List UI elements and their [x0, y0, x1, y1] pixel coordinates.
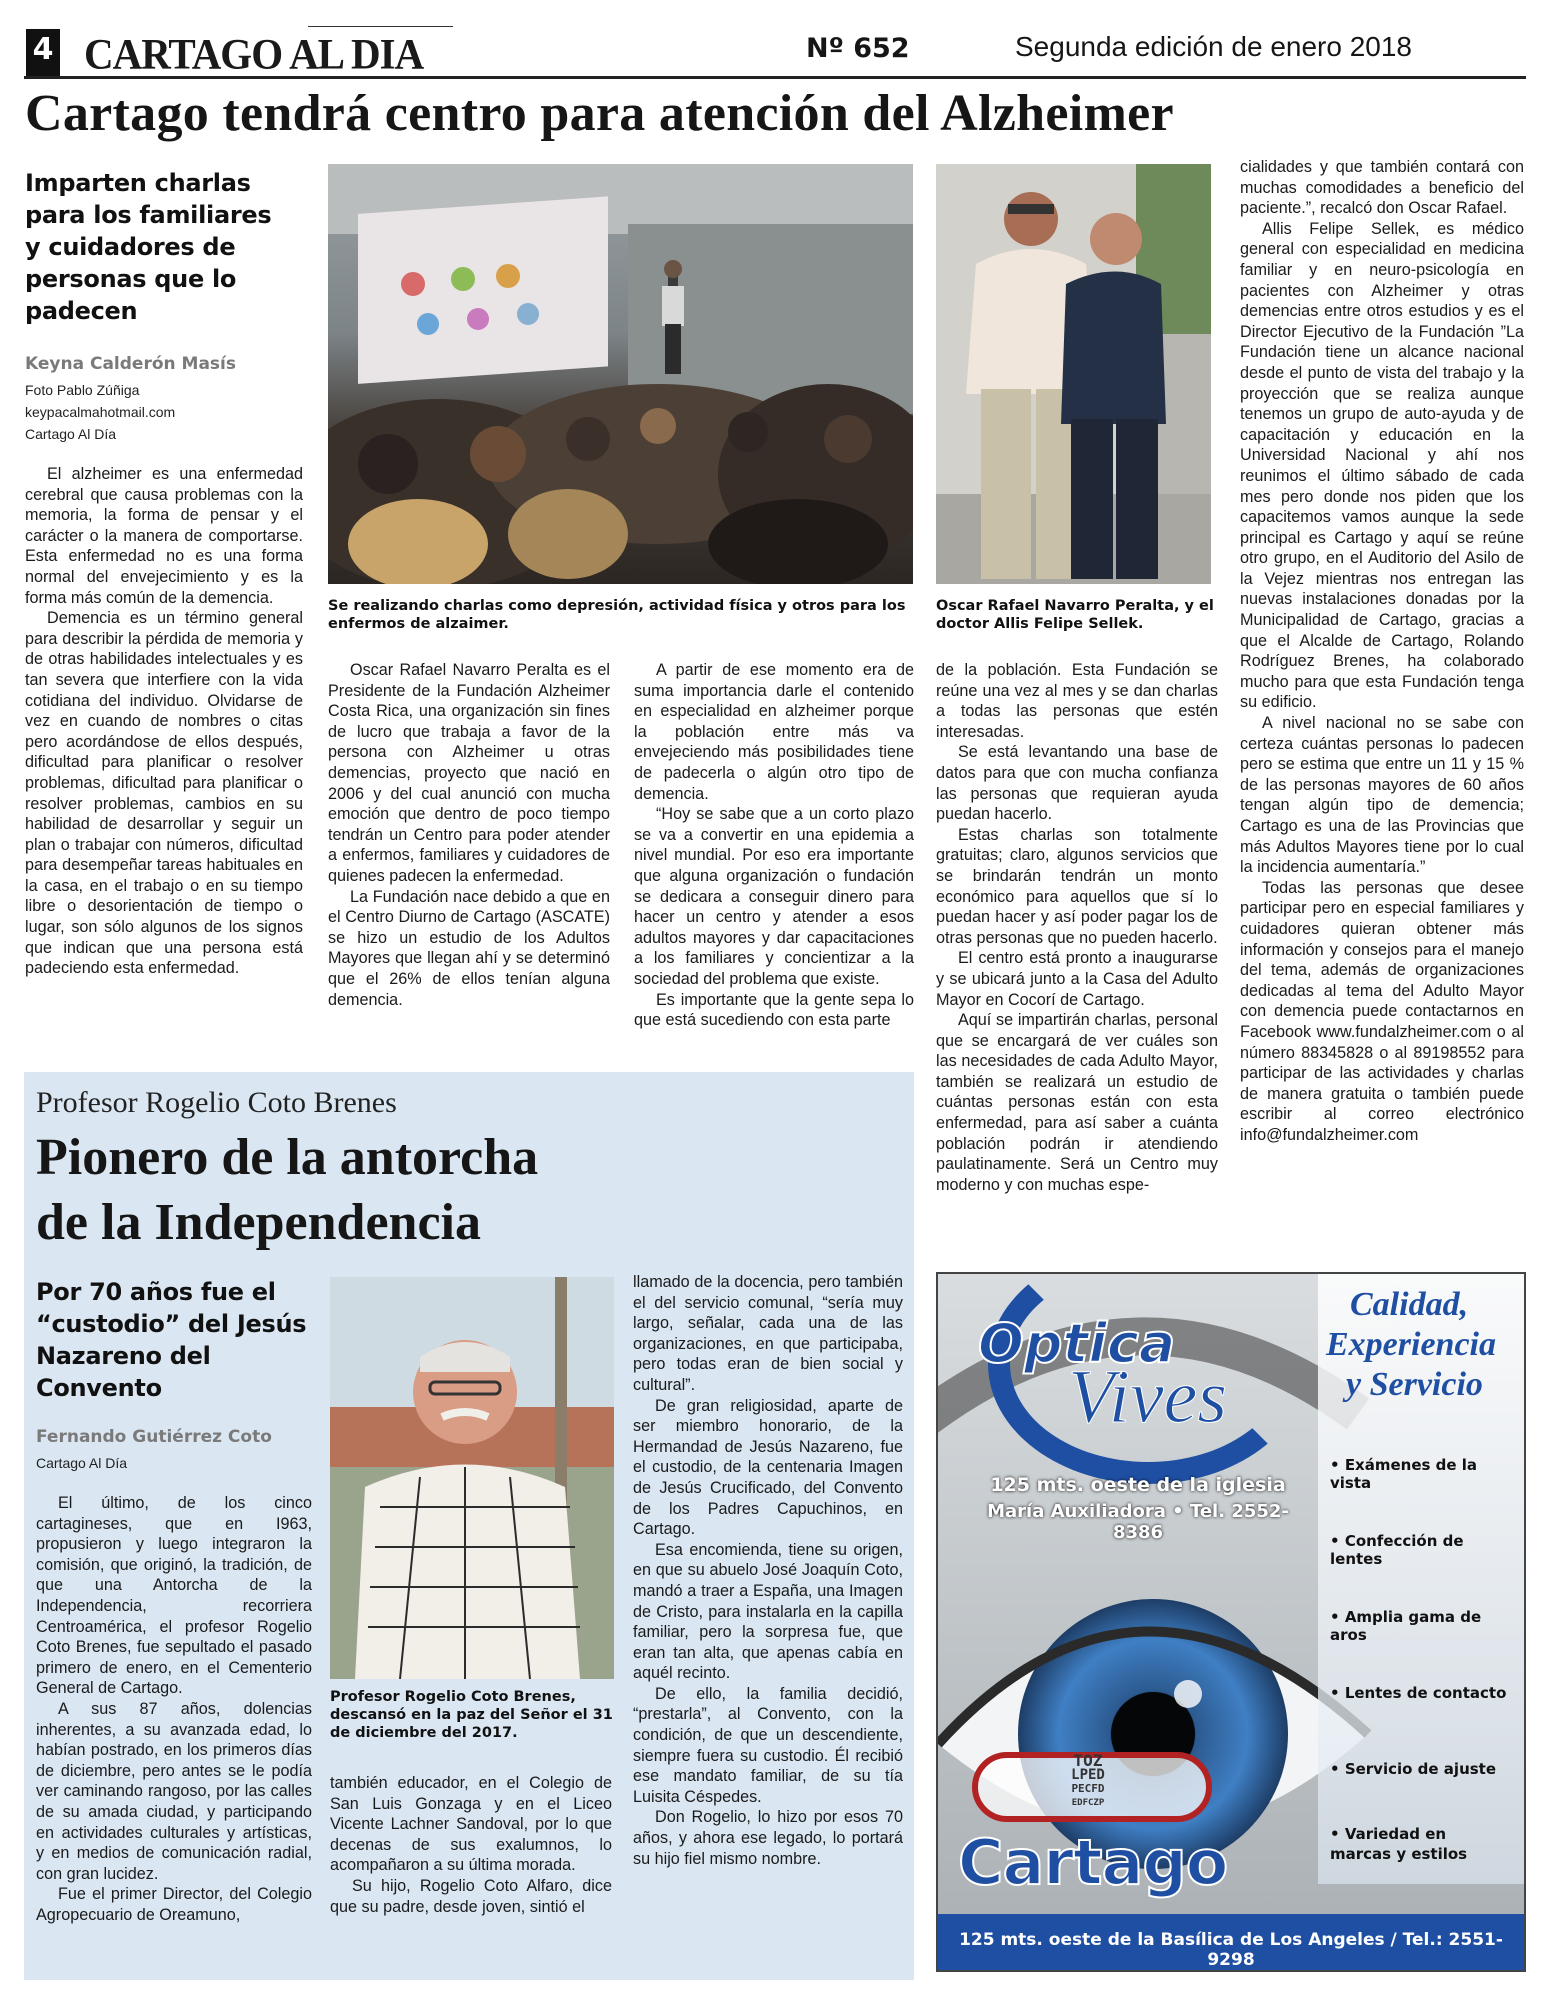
paragraph: “Hoy se sabe que a un corto plazo se va a convertir en una epidemia a nivel mundial. Por eso era importante que alguna organización o fundación se dedicara a conseguir dinero para hacer un centro y atender a esos adultos mayores y dar capacitaciones a los familiares y concientizar a la sociedad del problema que existe.: [634, 805, 914, 988]
service-label: Amplia gama de aros: [1330, 1608, 1482, 1644]
ad-footer-text: 125 mts. oeste de la Basílica de Los Angeles / Tel.: 2551-9298: [959, 1930, 1503, 1970]
professor-illustration: [330, 1277, 614, 1679]
paragraph: La Fundación nace debido a que en el Centro Diurno de Cartago (ASCATE) se hizo un estudio de los Adultos Mayores que llegan ahí y se determinó que el 26% de ellos tenían alguna demencia.: [328, 887, 610, 1009]
professor-photo: [330, 1277, 614, 1679]
eye-chart-line: LPED: [1071, 1767, 1105, 1783]
professor-caption: Profesor Rogelio Coto Brenes, descansó en la paz del Señor el 31 de diciembre del 2017.: [330, 1689, 613, 1741]
overline: Profesor Rogelio Coto Brenes: [36, 1086, 397, 1119]
service-item: • Amplia gama de aros: [1330, 1608, 1482, 1644]
service-label: Confección de lentes: [1330, 1532, 1464, 1568]
brand-optica: Optica: [978, 1312, 1176, 1375]
conference-photo: [328, 164, 913, 584]
paragraph: A sus 87 años, dolencias inherentes, a su avanzada edad, lo habían postrado, en los primeros días de diciembre, pero antes se le podía ver caminando rangoso, por las calles de su amada ciudad, y participando en actividades culturales y artísticas, y en medios de comunicación radial, con gran lucidez.: [36, 1699, 312, 1883]
service-item: • Servicio de ajuste: [1330, 1760, 1497, 1778]
paragraph: Se está levantando una base de datos para que con mucha confianza las personas que requieran ayuda puedan hacerlo.: [936, 743, 1218, 824]
paragraph: Esa encomienda, tiene su origen, en que su abuelo José Joaquín Coto, mandó a traer a España, una Imagen de Cristo, para instalarla en la capilla familiar, pero la sorpresa fue, que eran tan alta, que apenas cabía en aquél recinto.: [633, 1540, 903, 1683]
header-rule: [24, 76, 1526, 79]
eye-chart-line: EDFCZP: [1071, 1798, 1105, 1808]
paragraph: Su hijo, Rogelio Coto Alfaro, dice que su padre, desde joven, sintió el: [330, 1876, 612, 1916]
slogan-3: y Servicio: [1346, 1366, 1483, 1403]
city-label: Cartago: [958, 1826, 1228, 1899]
obituary-headline-1: Pionero de la antorcha: [36, 1129, 539, 1186]
article-column-5: [1240, 157, 1524, 1146]
paragraph: Allis Felipe Sellek, es médico general con especialidad en medicina familiar y en neuro-psicología en pacientes con Alzheimer y otras demencias entre otros estudios y es el Director Ejecutivo de la Fundación ”La Fundación tiene un alcance nacional desde el punto de vista del trabajo y la proyección que se realiza aunque tenemos un grupo de auto-ayuda y de capacitación y educación en la Universidad Nacional y ahí nos reunimos el último sábado de cada mes pero donde nos piden que los capacitemos vamos aunque la sede principal es Cartago y aquí se reúne otro grupo, en el Auditorio del Asilo de la Vejez mientras nos entregan las nuevas instalaciones donadas por la Municipalidad de Cartago, gracias a que el Alcalde de Cartago, Rolando Rodríguez Brenes, ha colaborado mucho para que esta Fundación tenga su edificio.: [1240, 219, 1524, 712]
obituary-column-3: [633, 1272, 903, 1869]
obituary-credit: Cartago Al Día: [36, 1455, 128, 1471]
conference-illustration: [328, 164, 913, 584]
article-column-2: [328, 660, 610, 1010]
edition-date: Segunda edición de enero 2018: [1015, 31, 1413, 62]
service-label: Variedad en marcas y estilos: [1330, 1825, 1468, 1863]
obituary-author: Fernando Gutiérrez Coto: [36, 1427, 272, 1447]
paragraph: El centro está pronto a inaugurarse y se ubicará junto a la Casa del Adulto Mayor en Cocorí de Cartago.: [936, 949, 1218, 1009]
service-item: • Lentes de contacto: [1330, 1684, 1507, 1702]
paragraph: El alzheimer es una enfermedad cerebral que causa problemas con la memoria, la forma de pensar y el carácter o la manera de comportarse. Esta enfermedad no es una forma normal del envejecimiento y es la forma más común de la demencia.: [25, 465, 303, 607]
obituary-column-2: [330, 1773, 612, 1917]
kicker: Imparten charlas para los familiares y cuidadores de personas que lo padecen: [25, 169, 272, 325]
portrait-caption: Oscar Rafael Navarro Peralta, y el doctor Allis Felipe Sellek.: [936, 598, 1214, 632]
paragraph: De gran religiosidad, aparte de ser miembro honorario, de la Hermandad de Jesús Nazareno, fue el custodio, de la centenaria Imagen de Jesús Crucificado, del Convento de los Padres Capuchinos, en Cartago.: [633, 1396, 903, 1539]
portrait-photo: [936, 164, 1211, 584]
headline: Cartago tendrá centro para atención del Alzheimer: [25, 85, 1174, 142]
obituary-column-1: [36, 1493, 312, 1925]
obituary-headline-2: de la Independencia: [36, 1194, 481, 1251]
eye-chart-line: TOZ: [1073, 1751, 1103, 1770]
author-email: keypacalmahotmail.com: [25, 404, 176, 420]
service-item: • Exámenes de la vista: [1330, 1456, 1478, 1492]
eye-chart-line: PECFD: [1071, 1782, 1105, 1795]
issue-number: Nº 652: [806, 33, 910, 64]
slogan-2: Experiencia: [1326, 1326, 1496, 1363]
brand-vives: Vives: [1068, 1355, 1227, 1439]
optica-ad: [936, 1272, 1526, 1972]
paragraph: El último, de los cinco cartagineses, que en I963, propusieron y luego integraron la comisión, que originó, la tradición, de que una Antorcha de la Independencia, recorriera Centroamérica, el profesor Rogelio Coto Brenes, fue sepultado el pasado primero de enero, en el Cementerio General de Cartago.: [36, 1494, 312, 1698]
photo-credit: Foto Pablo Zúñiga: [25, 382, 140, 398]
outlet-credit: Cartago Al Día: [25, 426, 117, 442]
masthead-rule: [308, 26, 453, 27]
paragraph: A partir de ese momento era de suma importancia darle el contenido en especialidad en alzheimer porque la población entre más va envejeciendo más posibilidades tiene de padecerla o algún otro tipo de demencia.: [634, 661, 914, 803]
paragraph: Estas charlas son totalmente gratuitas; claro, algunos servicios que se brindarán tendrán un monto económico para aquellos que sí lo puedan hacer y así poder pagar los de otras personas que no pueden hacerlo.: [936, 825, 1218, 947]
article-column-1: [25, 464, 303, 979]
paragraph: Oscar Rafael Navarro Peralta es el Presidente de la Fundación Alzheimer Costa Rica, una organización sin fines de lucro que trabaja a favor de la persona con Alzheimer u otras demencias, proyecto que nació en 2006 y del cual anunció con mucha emoción que dentro de poco tiempo tendrán un Centro para poder atender a enfermos, familiares y cuidadores de quienes padecen la enfermedad.: [328, 661, 610, 885]
paragraph: Aquí se impartirán charlas, personal que se encargará de ver cuáles son las necesidades de cada Adulto Mayor, también se realizará un estudio de cuántas personas están con esta enfermedad, para así saber a cuánta población podrán ir atendiendo paulatinamente. Será un Centro muy moderno y con muchas espe-: [936, 1011, 1218, 1194]
service-item: • Variedad en marcas y estilos: [1330, 1825, 1468, 1863]
obituary-kicker: Por 70 años fue el “custodio” del Jesús Nazareno del Convento: [36, 1278, 307, 1402]
paragraph: Fue el primer Director, del Colegio Agropecuario de Oreamuno,: [36, 1885, 312, 1924]
paragraph: Don Rogelio, lo hizo por esos 70 años, y ahora ese legado, lo portará su hijo fiel mismo nombre.: [633, 1808, 903, 1868]
article-column-3: [634, 660, 914, 1031]
paragraph: De ello, la familia decidió, “prestarla”, al Convento, con la condición, de que un descendiente, siempre fuera su custodio. Él recibió ese mandato familiar, de su tía Luisita Céspedes.: [633, 1684, 903, 1806]
photo-caption: Se realizando charlas como depresión, actividad física y otros para los enfermos de alzaimer.: [328, 598, 906, 632]
author-byline: Keyna Calderón Masís: [25, 354, 236, 374]
ad-address-1: 125 mts. oeste de la iglesia: [990, 1474, 1286, 1496]
page-number: 4: [32, 32, 54, 67]
paragraph: también educador, en el Colegio de San Luis Gonzaga y en el Liceo Vicente Lachner Sandoval, por lo que decenas de sus exalumnos, lo acompañaron a su última morada.: [330, 1774, 612, 1875]
service-item: • Confección de lentes: [1330, 1532, 1464, 1568]
masthead-logo: CARTAGO AL DIA: [84, 29, 424, 79]
portrait-illustration: [936, 164, 1211, 584]
paragraph: llamado de la docencia, pero también el del servicio comunal, “sería muy largo, señalar, cada una de las organizaciones, en que participaba, pero todas eran de bien social y cultural”.: [633, 1273, 903, 1394]
ad-address-2: María Auxiliadora • Tel. 2552-8386: [987, 1501, 1289, 1543]
article-column-4: [936, 660, 1218, 1195]
paragraph: A nivel nacional no se sabe con certeza cuántas personas lo padecen pero se estima que entre un 11 y 15 % de las personas mayores de 60 años tengan algún tipo de demencia; Cartago es una de las Provincias que más Adultos Mayores tiene por lo cual la incidencia aumentaría.”: [1240, 714, 1524, 877]
paragraph: Es importante que la gente sepa lo que está sucediendo con esta parte: [634, 990, 914, 1030]
slogan-1: Calidad,: [1350, 1286, 1469, 1323]
paragraph: Todas las personas que desee participar pero en especial familiares y cuidadores quieran obtener más información y consejos para el manejo del tema, además de organizaciones dedicadas al tema del Adulto Mayor con demencia puede contactarnos en Facebook www.fundalzheimer.com o al número 88345828 o al 89198552 para participar de las actividades y charlas de manera gratuita o también puede escribir al correo electrónico info@fundalzheimer.com: [1240, 878, 1524, 1144]
paragraph: Demencia es un término general para describir la pérdida de memoria y de otras habilidades intelectuales y es tan severa que interfiere con la vida cotidiana del individuo. Olvidarse de vez en cuando de nombres o citas pero acordándose de ellos después, dificultad para planificar o resolver problemas, dificultad para planificar o resolver problemas, cambios en su habilidad de desarrollar y seguir un plan o trabajar con números, dificultad para desempeñar tareas habituales en la casa, en el trabajo o en su tiempo libre o desorientación de tiempo o lugar, son sólo algunos de los signos que indican que una persona está padeciendo esta enfermedad.: [25, 609, 303, 978]
paragraph: cialidades y que también contará con muchas comodidades a beneficio del paciente.”, recalcó don Oscar Rafael.: [1240, 158, 1524, 218]
service-label: Servicio de ajuste: [1344, 1760, 1497, 1778]
service-label: Exámenes de la vista: [1330, 1456, 1478, 1492]
service-label: Lentes de contacto: [1344, 1684, 1507, 1702]
eye-chart: [998, 1751, 1178, 1810]
paragraph: de la población. Esta Fundación se reúne una vez al mes y se dan charlas a todas las personas que estén interesadas.: [936, 661, 1218, 741]
